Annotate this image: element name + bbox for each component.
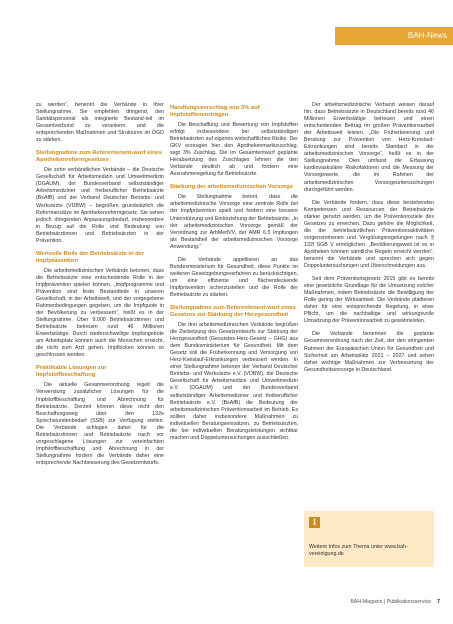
info-box [304, 511, 434, 567]
page-number: 7 [437, 599, 440, 605]
page-footer [330, 599, 440, 605]
paragraph: Die Stellungnahme betont, dass die arbeitsmedizinische Vorsorge eine zentrale Rolle bei der Impfprävention spielt und fordern eine bessere Unterstützung und Einbeziehung der Betriebsärzte. „In der arbeitsmedizinischen Vorsorge gemäß der Verordnung zur ArbMedVV, der AMR 6.5 Impfungen als Bestandteil der arbeitsmedizinischen Vorsorge Anwendung.“ [170, 194, 298, 250]
section-heading: Handlungsvorschlag von 3% auf Impfstoffenvorträgen [170, 105, 260, 118]
paragraph: Die arbeitsmedizinischen Verbände betonen, dass die Betriebsärzte eine entscheidende Rolle in der Impfprävention spielen können. „Impfprogramme und Prävention sind feste Bestandteile in unseren Gesellschaft, in der Arbeitswelt, und der vorgegebene Rahmenbedingungen gegeben, um die Impfquote in der Bevölkerung zu verbessern“, heißt es in der Stellungnahme. Über 9.000 Betriebsärztinnen und Betriebsärzte betreuen rund 46 Millionen Erwerbstätige. Durch niederschwellige Impfangebote am Arbeitsplatz können auch die Menschen erreicht, die nicht zum Arzt gehen. Impflücken können so geschlossen werden. [36, 267, 164, 359]
section-heading: Stärkung der arbeitsmedizinischen Vorsorge [170, 184, 293, 191]
paragraph: zu werden“, benennt die Verbände in ihrer Stellungnahme. Sie empfehlen dringend, den Sanitätspersonal als integrierte Bestand-teil im Gesamtverbund zu verankern und die entsprechenden Maßnahmen und Strukturen im ÖGD zu stärken. [36, 102, 164, 144]
paragraph: Die Verbände appellieren an das Bundesministerium für Gesundheit, diese Punkte im weiteren Gesetzgebungsverfahren zu berücksichtigen, um eine effiziente und flächendeckende Impfprävention sicherzustellen und die Rolle der Betriebsärzte zu stärken. [170, 256, 298, 298]
column-1 [36, 102, 164, 473]
column-3 [304, 102, 434, 380]
section-heading: Stellungnahme zum Referentenent-wurf eines Apothekenreformgesetzes [36, 150, 162, 164]
paragraph: Der arbeitsmedizinische Verband weisen darauf hin, dass Betriebsärzte in Deutschland bereits rund 46 Millionen Erwerbstätige betreuen und einen entscheidenden Beitrag im großen Präventionsarbeit der Arbeitswelt leisten. „Die Früherkennung und Beratung zur Prävention von Herz-Kreislauf-Erkrankungen sind bereits Standard in der arbeitsmedizinischen Vorsorge“, heißt es in der Stellungnahme. Dies umfasst die Erfassung kardiovaskulärer Risikofaktoren und die Messung der Vorsorgewerte, die im Rahmen der arbeitsmedizinischen Vorsorgeuntersuchungen durchgeführt werden. [304, 102, 434, 193]
paragraph: Die zehn verbändlichen Verbände – die Deutsche Gesellschaft für Arbeitsmedizin und Umweltmedizin (DGAUM), der Bundesverband selbstständiger Arbeitsmediziner und freiberuflicher Betriebsärzte (BsAfB) und der Verband Deutscher Betriebs- und Werksärzte (VDBW) – begrüßen grundsätzlich die Reformansätze im Apothekenreformgesetz. Sie sehen jedoch dringenden Anpassungsbedarf, insbesondere in Bezug auf die Rolle und Bedeutung von Betriebsärztinnen und Betriebsärzten in der Prävention. [36, 167, 164, 244]
paragraph: Die Beschaffung und Bewertung von Impfstoffen erfolgt insbesondere bei selbstständigen Betriebsärzten auf eigenes wirtschaftliches Risiko. Der GKV erzeugen hier den Apothekenmarktzuschlag, sagt 3% Zuschlag. Die im Gesamtentwurf geplante Herabsetzung des Zuschlages lehnen die den Verbände deutlich ab und fordern eine Ausnahmeregelung für Betriebsärzte. [170, 122, 298, 178]
paragraph: Die Verbände benennen die geplante Gesamtverordnung nach der Zeit, der den stringenten Rahmen der Europäischen Union für Gesundheit und Sicherheit am Arbeitsplatz 2021 – 2027 und sehen daher wichtige Maßnahmen zur Verbesserung der Gesundheitsvorsorge in Deutschland. [304, 331, 434, 373]
footer-publication: BAH-Magazin | Publikationsservice [350, 599, 432, 605]
paragraph: Die drei arbeitsmedizinischen Verbände begrüßen die Zielsetzung des Gesetzentwurfs zur Stärkung der Herzgesundheit (Gesundes-Herz-Gesetz – GHG) aus dem Bundesministerium für Gesundheit. Mit dem Gesetz soll die Früherkennung und Versorgung von Herz-Kreislauf-Erkrankungen verbessert werden. In einer Stellungnahme betonen der Verband Deutscher Betriebs- und Werksärzte e.V. (VDBW), die Deutsche Gesellschaft für Arbeitsmedizin und Umweltmedizin e.V. (DGAUM) und der Bundesverband selbstständiger Arbeitsmediziner und freiberuflicher Betriebsärzte e.V. (BsAfB) die Bedeutung der arbeitsmedizinischen Präventionsarbeit im Betrieb. Es sollten daher insbesondere Maßnahmen zu individuellen Beratungseinsätzen, zu Betriebsärzten, die bei individuellen Beratungsleistungen sichtbar machen und Doppeluntersuchungen ausschließen. [170, 322, 298, 441]
section-heading: Wertvolle Rolle der Betriebsärzte in der Impfprävention [36, 250, 145, 264]
info-icon: i [309, 517, 320, 528]
column-2 [170, 102, 298, 448]
paragraph: Die aktuelle Gesamtverordnung regelt die Verwendung zusätzlicher Lösungen für die Impfstoffbeschaffung und Abrechnung für Betriebsärzte. Derzeit können diese nicht den Beschaffungsweg über den 132e Sprechstundenbedarf (SSB) zur Verfügung stellen. Die Verbände schlagen daher für die Betriebsärztinnen und Betriebsärzte nach vor vorgeschlagene Lösungen zur vereinfachten Impfstoffbeschaffung und Abrechnung in der Stellungnahme fordern die Verbände daher eine entsprechende Nachbesserung des Gesetzentwurfs. [36, 382, 164, 466]
section-heading: Praktikable Lösungen zur Impfstoffbeschaffung [36, 365, 107, 379]
section-tab: BAH-News [335, 27, 453, 45]
paragraph: Seit dem Präventionsgesetz 2015 gibt es bereits eine gesetzliche Grundlage für die Umsetzung solcher Maßnahmen, indem Betriebsärzte die Bewilligung der Rolle gering der Wirksamkeit. Die Verbände plädieren daher für eine entsprechende Regelung, in einer Pflicht, um die nachhaltige und wirkungsvolle Umsetzung der Präventionsarbeit zu gewährleisten. [304, 276, 434, 325]
section-heading: Stellungnahme zum Referentenent-wurf eines Gesetzes zur Stärkung der Herzgesundheit [170, 305, 296, 319]
info-text[interactable]: Weitere Infos zum Thema unter www.bah-vereinigung.de [309, 544, 408, 557]
paragraph: Die Verbände fordern, dass diese bestehenden Kompetenzen und Ressourcen der Betriebsärzte stärker genutzt werden, um die Präventionsziele des Gesetzes zu erreichen. Dazu gehöre die Möglichkeit, die der betriebsärztlichen Präventionsaktivitäten vorgenommenen und Vergütungsregelungen nach § 132f SGB V ermöglichen. „Bevölkerungsweit ist es in Apotheken können sämtliche Regeln erreicht werden“, benennt die Verbände und sprechen sich gegen Doppeluntersuchungen und Überschneidungen aus. [304, 199, 434, 270]
